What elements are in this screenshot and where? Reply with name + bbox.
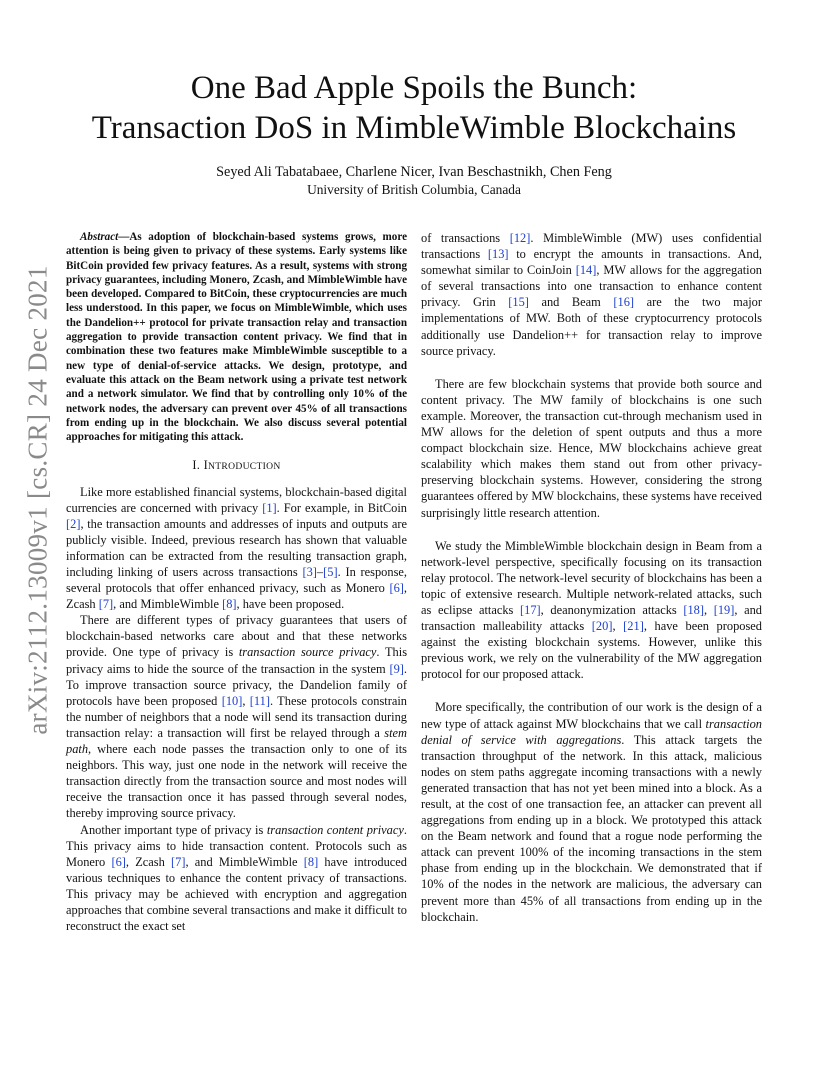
text-run: to encrypt the amounts in transactions. And, somewhat similar to CoinJoin xyxy=(421,247,763,278)
text-run: , have been proposed against the existing blockchain systems. However, unlike this previous work, we rely on the vulnerability of the MW aggregation protocol for our proposed attack. xyxy=(421,619,762,682)
text-run: , where each node passes the transaction only to one of its neighbors. This way, just one node in the network will receive the transaction directly from the transaction source and most nodes will receive the transaction once it has passed through several nodes, thereby improving source privacy. xyxy=(66,742,407,821)
text-run: have introduced various techniques to enhance the content privacy of transactions. This privacy may be achieved with encryption and aggregation approaches that combine several transactions and make it difficult to reconstruct the exact set xyxy=(66,854,408,934)
text-run: More specifically, the contribution of our work is the design of a new type of attack against MW blockchains that we call xyxy=(421,700,762,731)
citation-link[interactable]: [12] xyxy=(509,231,531,245)
text-run: . MimbleWimble (MW) uses confidential transactions xyxy=(421,231,763,262)
right-column xyxy=(421,230,762,925)
text-run: , Zcash xyxy=(66,581,407,612)
citation-link[interactable]: [15] xyxy=(508,295,529,310)
text-run: . For example, in BitCoin xyxy=(276,500,408,515)
citation-link[interactable]: [18] xyxy=(683,602,705,617)
abstract-pct-45: 45% xyxy=(295,402,318,415)
text-run: . This attack targets the transaction throughput of the network. In this attack, malicious nodes on stem paths aggregate incoming transactions with a newly generated transaction that has not yet been mined into a block. As a result, at the cost of one transaction fee, an attacker can prevent all aggregations from ending up in a block. We prototyped this attack on the Beam network and found that a rogue node performing the attack can prevent xyxy=(421,732,762,860)
paper-title xyxy=(70,68,758,148)
intro-paragraph-4 xyxy=(421,376,762,521)
citation-link[interactable]: [7] xyxy=(171,854,186,869)
text-run: . These protocols constrain the number of neighbors that a node will send its transaction during transaction relay: a transaction will first be relayed through a xyxy=(66,693,407,740)
affiliation: University of British Columbia, Canada xyxy=(307,182,521,197)
text-run: . In response, several protocols that offer enhanced privacy, such as Monero xyxy=(66,565,407,596)
section-rest: NTRODUCTION xyxy=(208,461,281,473)
citation-link[interactable]: [8] xyxy=(303,854,319,869)
section-heading-introduction xyxy=(66,457,407,475)
pct-10: 10% xyxy=(421,877,444,892)
text-run: , and MimbleWimble xyxy=(185,854,304,869)
citation-link[interactable]: [14] xyxy=(575,263,597,278)
text-run: We study the MimbleWimble blockchain design in Beam from a network-level perspective, specifically focusing on its transaction relay protocol. The network-level security of blockchains has been a topic of extensive research. Multiple network-related attacks, such as eclipse attacks xyxy=(421,538,762,617)
text-run: of transactions xyxy=(421,231,510,245)
citation-link[interactable]: [8] xyxy=(222,597,237,612)
text-run: , and MimbleWimble xyxy=(113,597,223,612)
text-run: , and transaction malleability attacks xyxy=(421,602,762,634)
text-run: – xyxy=(316,565,324,580)
intro-paragraph-6 xyxy=(421,699,762,924)
abstract-pct-10: 10% xyxy=(352,388,376,401)
emphasis: transaction denial of service with aggregations xyxy=(421,716,762,747)
text-run: of all transactions from ending up in the blockchain. xyxy=(421,893,762,924)
text-run: , MW allows for the aggregation of several transactions into one transaction to enhance content privacy. Grin xyxy=(421,263,763,310)
text-run: , xyxy=(704,602,714,617)
section-first-letter: I xyxy=(203,458,209,473)
citation-link[interactable]: [10] xyxy=(221,693,243,708)
abstract xyxy=(66,230,407,444)
text-run: and Beam xyxy=(528,295,614,310)
citation-link[interactable]: [21] xyxy=(623,619,644,634)
text-run: of the nodes in the network are malicious, the adversary can prevent more than xyxy=(421,877,762,908)
citation-link[interactable]: [16] xyxy=(613,295,635,310)
section-numeral: I. xyxy=(192,458,204,473)
pct-100: 100% xyxy=(519,845,549,860)
text-run: , the transaction amounts and addresses of inputs and outputs are publicly visible. Indeed, previous research has shown that valuable information can be extracted from the resulting transaction graph, including linking of users across transactions xyxy=(66,516,407,580)
author-list: Seyed Ali Tabatabaee, Charlene Nicer, Ivan Beschastnikh, Chen Feng xyxy=(216,164,612,180)
text-run: There are few blockchain systems that provide both source and content privacy. The MW family of blockchains is one such example. Moreover, the transaction cut-through mechanism used in MW allows for the deletion of spent outputs and thus a more compact blockchain size. Hence, MW blockchains achieve great scalability which makes them stand out from other privacy-preserving blockchain systems. However, considering the strong guarantees offered by MW blockchains, these systems have received surprisingly little research attention. xyxy=(421,376,762,520)
text-run: are the two major implementations of MW. Both of these cryptocurrency protocols additionally use Dandelion++ for transaction relay to improve source privacy. xyxy=(421,295,762,358)
text-run: Like more established financial systems, blockchain-based digital currencies are concerned with privacy xyxy=(66,484,407,515)
text-run: . To improve transaction source privacy, the Dandelion family of protocols have been proposed xyxy=(66,661,407,708)
citation-link[interactable]: [17] xyxy=(520,602,541,617)
intro-paragraph-3-continued xyxy=(421,230,762,359)
text-run: There are different types of privacy guarantees that users of blockchain-based networks care about and that these networks provide. One type of privacy is xyxy=(66,613,407,660)
text-run: , Zcash xyxy=(125,854,172,869)
abstract-text-3: of all transactions from ending up in the blockchain. We also discuss several potential approaches for mitigating this attack. xyxy=(66,402,407,444)
citation-link[interactable]: [2] xyxy=(66,516,81,531)
emphasis: transaction source privacy xyxy=(238,645,377,660)
abstract-dash: — xyxy=(118,231,130,243)
abstract-label: Abstract xyxy=(80,231,119,243)
citation-link[interactable]: [13] xyxy=(487,247,509,262)
citation-link[interactable]: [19] xyxy=(713,602,735,617)
intro-paragraph-3 xyxy=(66,822,407,935)
citation-link[interactable]: [5] xyxy=(323,565,338,580)
pct-45: 45% xyxy=(520,893,544,908)
left-column xyxy=(66,230,407,934)
text-run: . This privacy aims to hide the source of the transaction in the system xyxy=(66,645,408,676)
citation-link[interactable]: [3] xyxy=(302,565,317,580)
text-run: , xyxy=(612,619,624,634)
emphasis: transaction content privacy xyxy=(266,822,404,837)
abstract-text-2: of the network nodes, the adversary can prevent over xyxy=(66,388,408,415)
citation-link[interactable]: [9] xyxy=(389,661,404,676)
citation-link[interactable]: [7] xyxy=(98,597,114,612)
citation-link[interactable]: [20] xyxy=(591,619,613,634)
citation-link[interactable]: [1] xyxy=(262,500,277,515)
arxiv-identifier: arXiv:2112.13009v1 [cs.CR] 24 Dec 2021 xyxy=(22,265,53,735)
citation-link[interactable]: [6] xyxy=(389,581,404,596)
intro-paragraph-1 xyxy=(66,484,407,613)
abstract-text-1: As adoption of blockchain-based systems grows, more attention is being given to privacy of these systems. Early systems like BitCoin provided few privacy features. As a result, systems with strong privacy guarantees, including Monero, Zcash, and MimbleWimble have been developed. Compared to BitCoin, these cryptocurrencies are much less understood. In this paper, we focus on MimbleWimble, which uses the Dandelion++ protocol for private transaction relay and transaction aggregation to provide transaction content privacy. We find that in combination these two features make MimbleWimble susceptible to a new type of denial-of-service attacks. We design, prototype, and evaluate this attack on the Beam network using a private test network and a network simulator. We find that by controlling only xyxy=(66,231,407,401)
text-run: , deanonymization attacks xyxy=(540,602,684,617)
intro-paragraph-2 xyxy=(66,612,407,821)
text-run: of the incoming transactions in the stem phase from ending up in the blockchain. We demonstrated that if xyxy=(421,845,762,876)
citation-link[interactable]: [6] xyxy=(111,854,126,869)
title-line-2: Transaction DoS in MimbleWimble Blockchains xyxy=(91,110,737,146)
intro-paragraph-5 xyxy=(421,538,762,683)
citation-link[interactable]: [11] xyxy=(249,693,270,708)
text-run: . This privacy aims to hide transaction content. Protocols such as Monero xyxy=(66,822,407,869)
text-run: Another important type of privacy is xyxy=(80,822,267,837)
text-run: , have been proposed. xyxy=(236,597,345,612)
text-run: , xyxy=(242,693,250,708)
emphasis: stem path xyxy=(66,725,407,757)
title-line-1: One Bad Apple Spoils the Bunch: xyxy=(190,70,638,106)
